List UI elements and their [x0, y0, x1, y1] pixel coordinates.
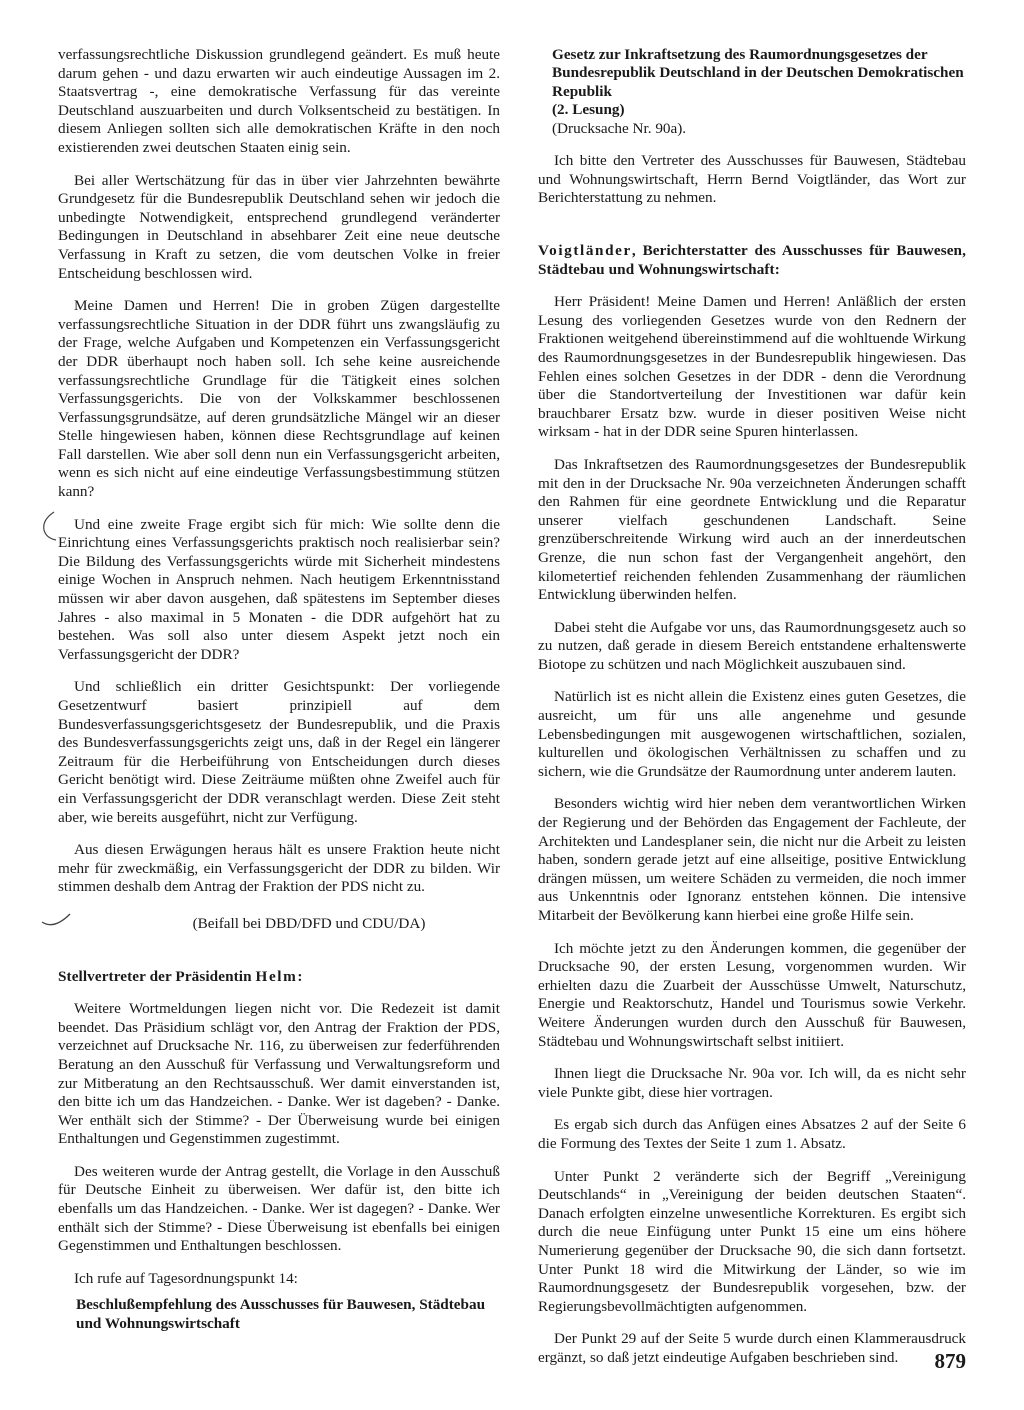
paragraph: Meine Damen und Herren! Die in groben Zügen dargestellte verfassungsrechtliche Situation in der DDR führt uns zwangsläufig zu der Frage, welche Aufgaben und Kompetenzen ein Verfassungsgericht der DDR überhaupt noch haben soll. Ich sehe keine ausreichende verfassungsrechtliche Grundlage für die Tätigkeit eines solchen Verfassungsgerichts. Die von der Volkskammer beschlossenen Verfassungsgrundsätze, auf deren grundsätzliche Mängel wir an dieser Stelle hingewiesen haben, können diese Rechtsgrundlage auf keinen Fall darstellen. Wie aber soll denn nun ein Verfassungsgericht arbeiten, wenn es sich nicht auf eine eindeutige Verfassungsbestimmung stützen kann?	[58, 297, 500, 501]
paragraph: Des weiteren wurde der Antrag gestellt, die Vorlage in den Ausschuß für Deutsche Einheit zu überweisen. Wer dafür ist, den bitte ich ebenfalls um das Handzeichen. - Danke. Wer ist dagegen? - Danke. Wer enthält sich der Stimme? - Diese Überweisung ist ebenfalls bei einigen Gegenstimmen und Enthaltungen beschlossen.	[58, 1162, 500, 1255]
speaker-name: Helm	[255, 967, 298, 985]
paragraph: Weitere Wortmeldungen liegen nicht vor. Die Redezeit ist damit beendet. Das Präsidium schlägt vor, den Antrag der Fraktion der PDS, verzeichnet auf Drucksache Nr. 116, zu überweisen zur federführenden Beratung an den Ausschuß für Verfassung und Verwaltungsreform und zur Mitberatung an den Rechtsausschuß. Wer damit einverstanden ist, den bitte ich um das Handzeichen. - Danke. Wer ist dageben? - Danke. Wer enthält sich der Stimme? - Der Überweisung wurde bei einigen Enthaltungen und Gegenstimmen zugestimmt.	[58, 1000, 500, 1148]
paragraph: verfassungsrechtliche Diskussion grundlegend geändert. Es muß heute darum gehen - und dazu erwarten wir auch eindeutige Aussagen im 2. Staatsvertrag -, eine demokratische Verfassung für das vereinte Deutschland auszuarbeiten und durch Volksentscheid zu bestätigen. In diesem Anliegen sollten sich alle demokratischen Kräfte in den noch existierenden zwei deutschen Staaten einig sein.	[58, 46, 500, 156]
paragraph: Das Inkraftsetzen des Raumordnungsgesetzes der Bundesrepublik mit den in der Drucksache Nr. 90a verzeichneten Änderungen schafft den Rahmen für eine geordnete Entwicklung und die Reparatur unserer vielfach geschundenen Landschaft. Seine grenzüberschreitende Wirkung wird auch an der innerdeutschen Grenze, die nun schon fast der Vergangenheit angehört, den kilometertief reichenden fehlenden Zusammenhang der räumlichen Entwicklung überwinden helfen.	[538, 455, 966, 604]
reading-label: (2. Lesung)	[552, 101, 625, 119]
applause-note: (Beifall bei DBD/DFD und CDU/DA)	[192, 914, 426, 932]
page-number: 879	[934, 1349, 966, 1373]
speaker-heading	[538, 242, 966, 279]
speaker-role: Stellvertreter der Präsidentin	[58, 967, 256, 985]
margin-bracket-mark	[34, 508, 58, 544]
speaker-role: , Berichterstatter des Ausschusses für Bauwesen, Städtebau und Wohnungswirtschaft:	[538, 242, 966, 278]
drucksache-reference: (Drucksache Nr. 90a).	[552, 119, 687, 137]
paragraph: Und schließlich ein dritter Gesichtspunkt: Der vorliegende Gesetzentwurf basiert prinzipiell auf dem Bundesverfassungsgerichtsgesetz der Bundesrepublik, und die Praxis des Bundesverfassungsgerichts zeigt uns, daß in der Regel ein längerer Zeitraum für die Herbeiführung von Entscheidungen durch dieses Gericht benötigt wird. Diese Zeiträume müßten ohne Zweifel auch für ein Verfassungsgericht der DDR veranschlagt werden. Diese Zeit steht aber, wie bereits ausgeführt, nicht zur Verfügung.	[58, 678, 500, 826]
paragraph: Herr Präsident! Meine Damen und Herren! Anläßlich der ersten Lesung des vorliegenden Gesetzes wurde von den Rednern der Fraktionen weitgehend übereinstimmend auf die wohltuende Wirkung des Raumordnungsgesetzes in der Bundesrepublik hingewiesen. Das Fehlen eines solchen Gesetzes in der DDR - denn die Verordnung über die Standortverteilung der Investitionen war dafür kein brauchbarer Ersatz bzw. wurde in dieser positiven Weise nicht wirksam - hat in der DDR seine Spuren hinterlassen.	[538, 293, 966, 441]
paragraph: Ihnen liegt die Drucksache Nr. 90a vor. Ich will, da es nicht sehr viele Punkte gibt, diese hier vortragen.	[538, 1065, 966, 1101]
paragraph: Und eine zweite Frage ergibt sich für mich: Wie sollte denn die Einrichtung eines Verfassungsgerichts praktisch noch realisierbar sein? Die Bildung des Verfassungsgerichts würde mit Sicherheit mindestens einige Wochen in Anspruch nehmen. Nach heutigem Erkenntnisstand müssen wir aber davon ausgehen, daß spätestens im September dieses Jahres - also maximal in 5 Monaten - die DDR aufgehört hat zu bestehen. Was soll also unter diesem Aspekt jetzt noch ein Verfassungsgericht der DDR?	[58, 515, 500, 663]
margin-curve-mark	[40, 908, 76, 930]
left-column	[58, 46, 500, 1334]
paragraph: Dabei steht die Aufgabe vor uns, das Raumordnungsgesetz auch so zu nutzen, daß gerade in diesem Bereich entstandene erhaltenswerte Biotope zu schützen und nach Möglichkeit auszubauen sind.	[538, 618, 966, 673]
paragraph: Unter Punkt 2 veränderte sich der Begriff „Vereinigung Deutschlands“ in „Vereinigung der beiden deutschen Staaten“. Danach erfolgten einzelne unwesentliche Korrekturen. Es ergibt sich durch die neue Einfügung unter Punkt 15 eine um eins höhere Numerierung gegenüber der Drucksache 90, die sich dann fortsetzt. Unter Punkt 18 wird die Mitwirkung der Länder, so wie im Raumordnungsgesetz der Bundesrepublik vorgesehen, bzw. der Regierungsbevollmächtigten aufgenommen.	[538, 1167, 966, 1315]
paragraph: Ich bitte den Vertreter des Ausschusses für Bauwesen, Städtebau und Wohnungswirtschaft, Herrn Bernd Voigtländer, das Wort zur Berichterstattung zu nehmen.	[538, 152, 966, 207]
agenda-item-heading: Beschlußempfehlung des Ausschusses für Bauwesen, Städtebau und Wohnungswirtschaft	[76, 1296, 486, 1333]
speaker-colon: :	[297, 967, 303, 985]
paragraph: Ich rufe auf Tagesordnungspunkt 14:	[74, 1269, 298, 1287]
paragraph: Es ergab sich durch das Anfügen eines Absatzes 2 auf der Seite 6 die Formung des Textes der Seite 1 zum 1. Absatz.	[538, 1116, 966, 1152]
paragraph: Besonders wichtig wird hier neben dem verantwortlichen Wirken der Regierung und der Behörden das Engagement der Fachleute, der Architekten und Landesplaner sein, die nicht nur die Arbeit zu leisten haben, sondern gerade jetzt auf eine allseitige, positive Entwicklung drängen müssen, um weitere Schäden zu vermeiden, die noch immer aus Unkenntnis oder Ignoranz entstehen können. Die intensive Mitarbeit der Bevölkerung kann hierbei eine große Hilfe sein.	[538, 795, 966, 924]
law-title-heading: Gesetz zur Inkraftsetzung des Raumordnungsgesetzes der Bundesrepublik Deutschland in der Deutschen Demokratischen Republik	[552, 46, 964, 100]
right-column	[538, 46, 966, 1367]
speaker-name: Voigtländer	[538, 242, 632, 259]
speaker-heading	[58, 968, 500, 987]
paragraph: Ich möchte jetzt zu den Änderungen kommen, die gegenüber der Drucksache 90, der ersten Lesung, vorgenommen wurden. Wir erhielten dazu die Zuarbeit der Ausschüsse Umwelt, Naturschutz, Energie und Reaktorschutz, Handel und Tourismus sowie Verkehr. Weitere Änderungen wurden durch den Ausschuß für Bauwesen, Städtebau und Wohnungswirtschaft selbst initiiert.	[538, 939, 966, 1050]
paragraph: Aus diesen Erwägungen heraus hält es unsere Fraktion heute nicht mehr für zweckmäßig, ein Verfassungsgericht der DDR zu bilden. Wir stimmen deshalb dem Antrag der Fraktion der PDS nicht zu.	[58, 841, 500, 896]
paragraph: Der Punkt 29 auf der Seite 5 wurde durch einen Klammerausdruck ergänzt, so daß jetzt eindeutige Aufgaben beschrieben sind.	[538, 1330, 966, 1366]
paragraph: Natürlich ist es nicht allein die Existenz eines guten Gesetzes, die ausreicht, um für uns alle angenehme und gesunde Lebensbedingungen mit ausgewogenen wirtschaftlichen, sozialen, kulturellen und ökologischen Verhältnissen zu schaffen und zu sichern, wie die Grundsätze der Raumordnung unter anderem lauten.	[538, 688, 966, 780]
paragraph: Bei aller Wertschätzung für das in über vier Jahrzehnten bewährte Grundgesetz für die Bundesrepublik Deutschland sehen wir jedoch die unbedingte Notwendigkeit, entsprechend grundlegend veränderter Bedingungen in Deutschland in absehbarer Zeit eine neue deutsche Verfassung in Kraft zu setzen, die vom deutschen Volke in freier Entscheidung beschlossen wird.	[58, 171, 500, 282]
